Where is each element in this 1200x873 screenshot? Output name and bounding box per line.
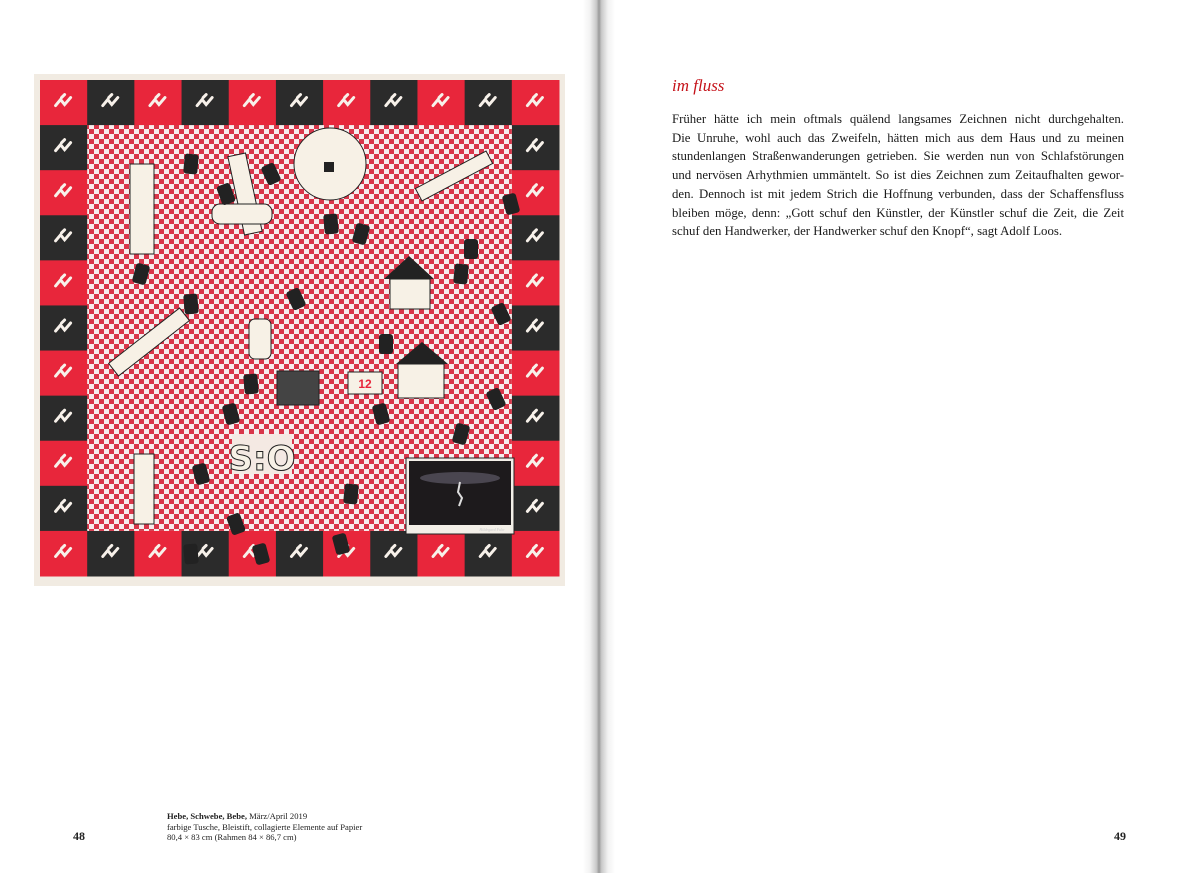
disc-hole: [324, 162, 334, 172]
page-number-right: 49: [1114, 829, 1126, 843]
drawn-vase: [249, 319, 271, 359]
drawn-bottle: [134, 454, 154, 524]
dark-box: [277, 371, 319, 405]
body-line: Früher hätte ich mein oftmals quälend langsames Zeichnen nicht durchgehalten.: [672, 112, 1124, 126]
drawn-house-2: [398, 364, 444, 398]
black-tile: [183, 153, 199, 174]
black-tile: [323, 213, 339, 234]
black-tile: [379, 334, 393, 354]
label-twelve: 12: [358, 377, 372, 391]
section-heading: im fluss: [672, 76, 725, 95]
body-line: stundenlangen Straßenwanderungen getrieben. Sie werden nun von Schlafstörungen: [672, 149, 1124, 164]
body-text: [672, 110, 1124, 241]
caption-date: März/April 2019: [246, 811, 308, 821]
artwork-image: [34, 74, 565, 586]
black-tile: [243, 373, 259, 394]
book-gutter: [583, 0, 615, 873]
body-line: Die Unruhe, wohl auch das Zweifeln, hätten mich aus dem Haus und zu meinen: [672, 130, 1124, 145]
caption-medium: farbige Tusche, Bleistift, collagierte Elemente auf Papier: [167, 821, 363, 832]
caption-title-bold: Hebe, Schwebe, Bebe,: [167, 811, 247, 821]
photo-signature: Hildegard Fuhr: [479, 527, 505, 532]
left-page: [0, 0, 598, 873]
artwork-caption: [167, 811, 427, 843]
body-line: und nervösen Arhythmien ummäntelt. So ist dies Zeichnen zum Zeitaufhalten gewor-: [672, 168, 1124, 183]
black-tile: [464, 239, 478, 259]
black-tile: [183, 543, 199, 564]
drawn-lamp: [130, 164, 154, 254]
black-tile: [183, 293, 199, 314]
body-line: schuf den Handwerker, der Handwerker schuf den Knopf“, sagt Adolf Loos.: [672, 224, 1063, 239]
letters-so: S:O: [228, 439, 296, 479]
photo-dark: [409, 461, 511, 525]
caption-dimensions: 80,4 × 83 cm (Rahmen 84 × 86,7 cm): [167, 832, 297, 842]
drawn-house: [390, 279, 430, 309]
artwork-drawing: [34, 74, 565, 586]
black-tile: [343, 483, 359, 504]
black-tile: [453, 263, 469, 284]
body-line: den. Dennoch ist mit jedem Strich die Hoffnung verbunden, dass der Schaffensfluss: [672, 186, 1124, 201]
body-line: bleiben möge, denn: „Gott schuf den Künstler, der Künstler schuf die Zeit, die Zeit: [672, 205, 1124, 220]
page-number-left: 48: [73, 829, 85, 843]
caption-title: [167, 811, 427, 822]
drawn-cloud: [212, 204, 272, 224]
